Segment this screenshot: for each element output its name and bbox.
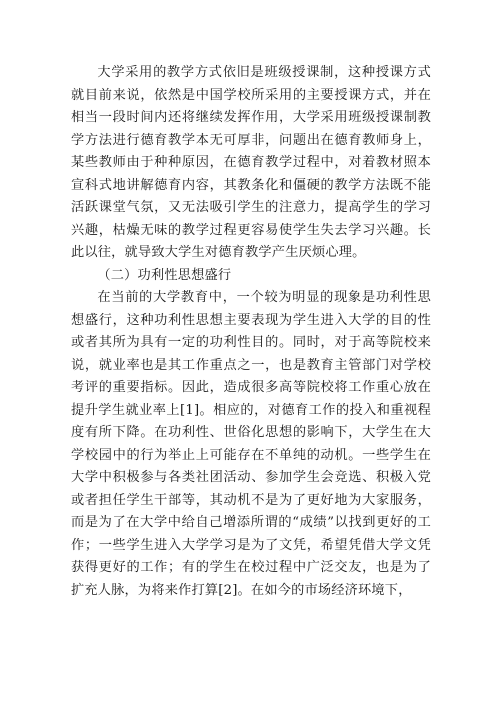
body-paragraph: 在当前的大学教育中，一个较为明显的现象是功利性思想盛行，这种功利性思想主要表现为学生进入大学的目的性或者其所为具有一定的功利性目的。同时，对于高等院校来说，就业率也是其工作重点之一，也是教育主管部门对学校考评的重要指标。因此，造成很多高等院校将工作重心放在提升学生就业率上[1]。相应的，对德育工作的投入和重视程度有所下降。在功利性、世俗化思想的影响下，大学生在大学校园中的行为举止上可能存在不单纯的动机。一些学生在大学中积极参与各类社团活动、参加学生会竞选、积极入党或者担任学生干部等，其动机不是为了更好地为大家服务，而是为了在大学中给自己增添所谓的“成绩”以找到更好的工作；一些学生进入大学学习是为了文凭，希望凭借大学文凭获得更好的工作；有的学生在校过程中广泛交友，也是为了扩充人脉，为将来作打算[2]。在如今的市场经济环境下，: [71, 290, 431, 598]
section-heading: （二）功利性思想盛行: [97, 267, 232, 283]
document-page: [71, 62, 431, 602]
body-paragraph: 大学采用的教学方式依旧是班级授课制，这种授课方式就目前来说，依然是中国学校所采用的主要授课方式，并在相当一段时间内还将继续发挥作用，大学采用班级授课制教学方法进行德育教学本无可厚非，问题出在德育教师身上，某些教师由于种种原因，在德育教学过程中，对着教材照本宣科式地讲解德育内容，其教条化和僵硬的教学方法既不能活跃课堂气氛，又无法吸引学生的注意力，提高学生的学习兴趣，枯燥无味的教学过程更容易使学生失去学习兴趣。长此以往，就导致大学生对德育教学产生厌烦心理。: [71, 65, 431, 260]
